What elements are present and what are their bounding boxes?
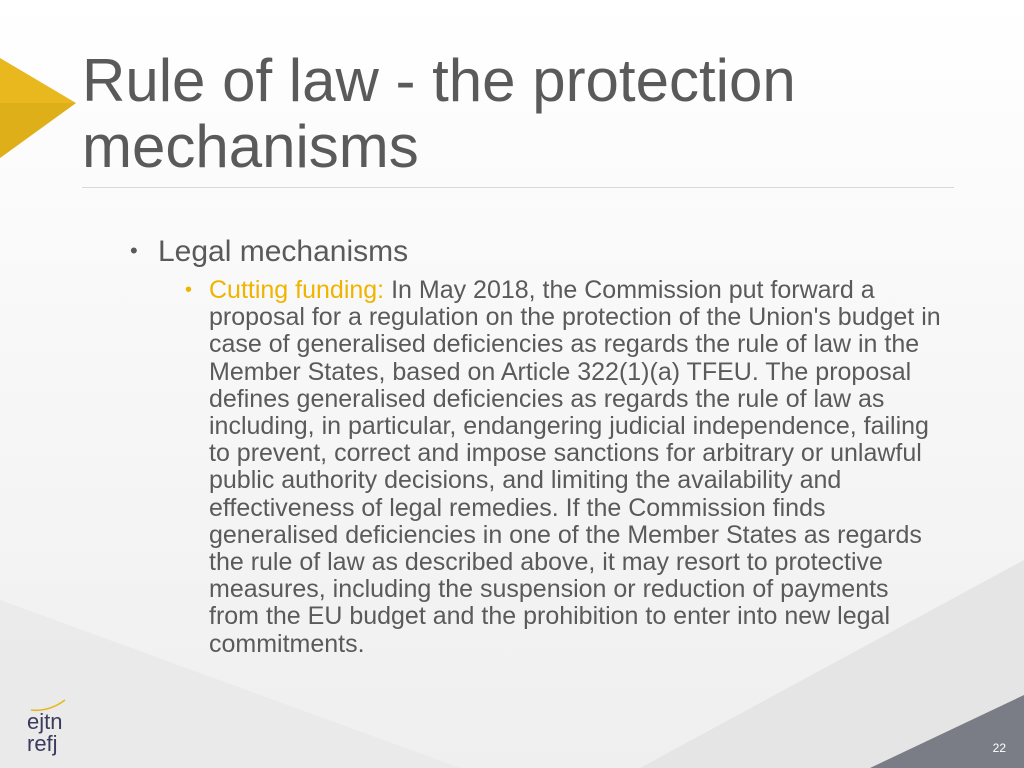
ejtn-logo — [27, 698, 77, 760]
bullet-level1-text: Legal mechanisms — [158, 235, 409, 268]
title-divider — [82, 187, 954, 188]
bullet-level2-paragraph — [185, 277, 945, 658]
highlight-label: Cutting funding: — [209, 276, 385, 304]
bullet-level2-body: In May 2018, the Commission put forward a proposal for a regulation on the protection of the Union's budget in case of generalised deficiencies as regards the rule of law in the Member States, based on Article 322(1)(a) TFEU. The proposal defines generalised deficiencies as regards the rule of law as including, in particular, endangering judicial independence, failing to prevent, correct and impose sanctions for arbitrary or unlawful public authority decisions, and limiting the availability and effectiveness of legal remedies. If the Commission finds generalised deficiencies in one of the Member States as regards the rule of law as described above, it may resort to protective measures, including the suspension or reduction of payments from the EU budget and the prohibition to enter into new legal commitments. — [209, 276, 941, 658]
logo-line2: refj — [27, 731, 58, 756]
bullet-level2 — [185, 277, 945, 658]
bullet-level1 — [130, 233, 408, 270]
slide-title: Rule of law - the protection mechanisms — [82, 47, 796, 180]
bullet-dot: • — [130, 238, 138, 263]
page-number: 22 — [992, 741, 1006, 755]
bullet-dot-accent: • — [185, 279, 193, 301]
logo-line1: ejtn — [27, 709, 63, 734]
